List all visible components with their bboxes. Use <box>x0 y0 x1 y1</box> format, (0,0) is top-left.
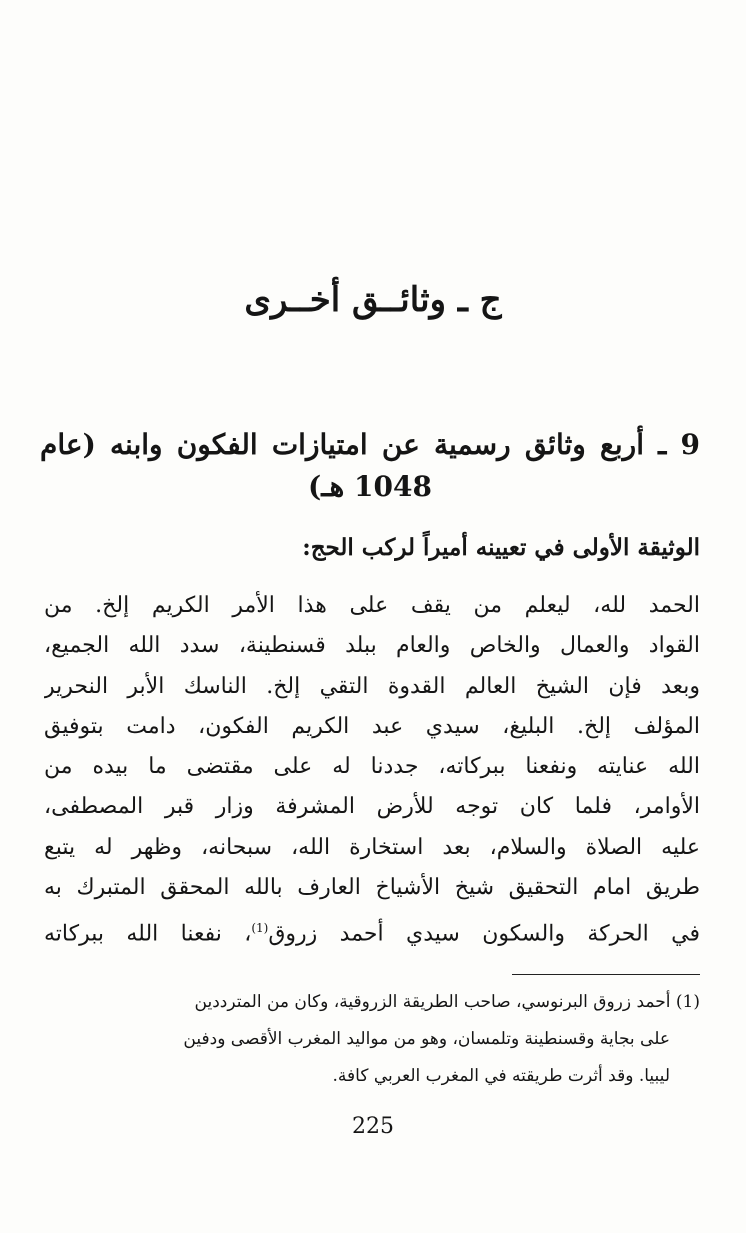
page-number: 225 <box>352 1114 394 1139</box>
body-line: القواد والعمال والخاص والعام ببلد قسنطينة، سدد الله الجميع، <box>44 633 700 659</box>
body-line-last-end: ، نفعنا الله ببركاته <box>44 921 252 947</box>
document-heading: 9 ـ أربع وثائق رسمية عن امتيازات الفكون وابنه (عام 1048 هـ) <box>40 428 700 503</box>
body-line: الحمد لله، ليعلم من يقف على هذا الأمر الكريم إلخ. من <box>44 593 700 618</box>
footnote-line: على بجاية وقسنطينة وتلمسان، وهو من مواليد المغرب الأقصى ودفين <box>183 1029 670 1049</box>
footnote-line: (1) أحمد زروق البرنوسي، صاحب الطريقة الزروقية، وكان من المترددين <box>194 992 700 1012</box>
body-line: طريق امام التحقيق شيخ الأشياخ العارف بالله المحقق المتبرك به <box>44 875 700 901</box>
body-text <box>44 586 700 955</box>
body-line: الأوامر، فلما كان توجه للأرض المشرفة وزار قبر المصطفى، <box>44 794 700 820</box>
body-line: عليه الصلاة والسلام، بعد استخارة الله، سبحانه، وظهر له يتبع <box>44 834 700 860</box>
footnote-separator <box>512 974 700 975</box>
footnote-reference[interactable]: (1) <box>251 921 269 936</box>
document-subheading: الوثيقة الأولى في تعيينه أميراً لركب الحج: <box>302 534 700 561</box>
body-line: الله عنايته ونفعنا ببركاته، جددنا له على مقتضى ما بيده من <box>44 754 700 780</box>
footnotes <box>40 984 700 1095</box>
body-line-last <box>44 908 700 955</box>
body-line: وبعد فإن الشيخ العالم القدوة التقي إلخ. الناسك الأبر النحرير <box>44 673 700 699</box>
footnote-line: ليبيا. وقد أثرت طريقته في المغرب العربي كافة. <box>332 1066 670 1086</box>
body-line: المؤلف إلخ. البليغ، سيدي عبد الكريم الفكون، دامت بتوفيق <box>44 713 700 739</box>
body-line-last-start: في الحركة والسكون سيدي أحمد زروق <box>268 921 700 947</box>
section-title: ج ـ وثائــق أخــرى <box>244 280 502 320</box>
